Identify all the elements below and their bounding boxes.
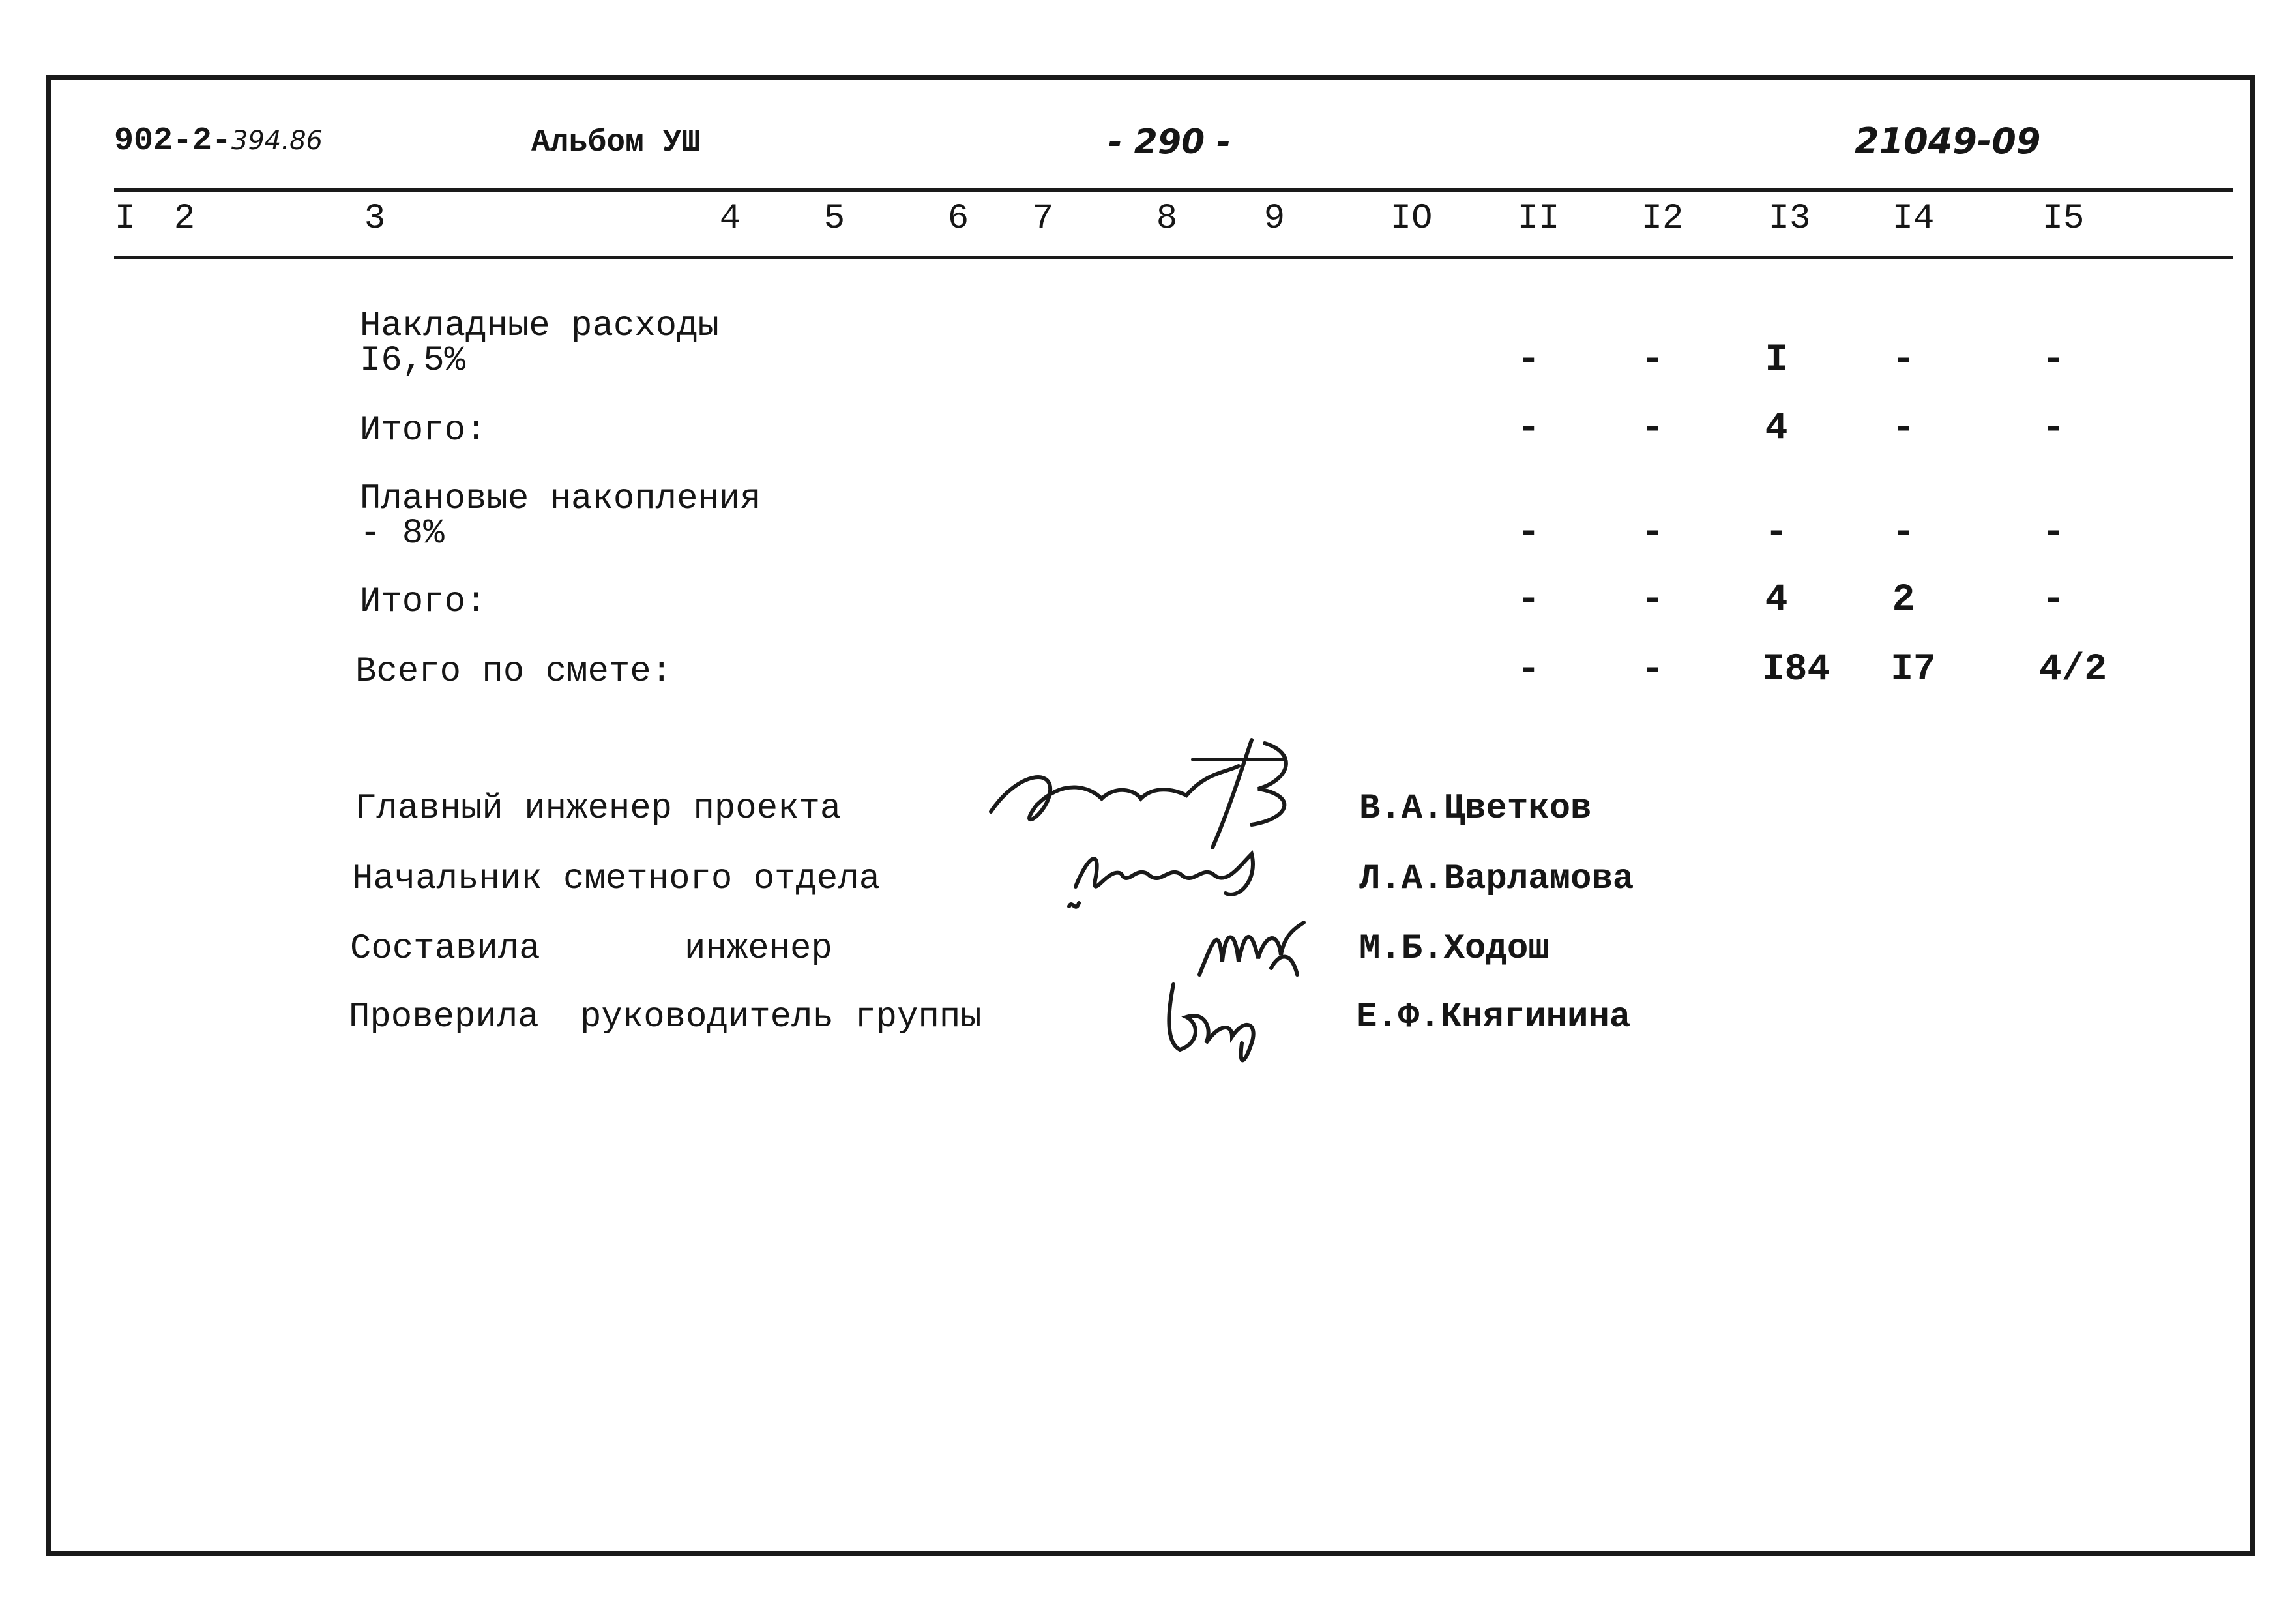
signatory-role: Начальник сметного отдела [352, 859, 881, 899]
cell-col-15: - [2042, 339, 2065, 381]
album-label: Альбом УШ [531, 125, 701, 160]
header-rule-top [114, 188, 2233, 192]
cell-col-15: 4/2 [2038, 649, 2108, 691]
column-number: 3 [364, 199, 386, 239]
column-number: 2 [173, 199, 196, 239]
column-number: IO [1390, 199, 1433, 239]
cell-col-15: - [2042, 407, 2065, 450]
cell-col-13: I84 [1761, 649, 1830, 691]
cell-col-11: - [1517, 339, 1540, 381]
page-number: - 290 - [1108, 123, 1231, 162]
signatory-subrole: руководитель группы [580, 997, 982, 1037]
column-number: 8 [1156, 199, 1178, 239]
column-number: 7 [1032, 199, 1054, 239]
cell-col-11: - [1517, 579, 1540, 621]
cell-col-12: - [1641, 339, 1664, 381]
signatory-name: М.Б.Ходош [1359, 929, 1550, 969]
cell-col-14: - [1892, 339, 1915, 381]
cell-col-12: - [1641, 407, 1664, 450]
column-number: I2 [1641, 199, 1684, 239]
doc-code-suffix: 394.86 [231, 126, 323, 156]
sheet-code: 21049-09 [1855, 121, 2041, 162]
cell-col-13: - [1765, 512, 1788, 554]
cell-col-11: - [1517, 512, 1540, 554]
row-label: Итого: [360, 411, 487, 450]
signatory-subrole: инженер [684, 929, 832, 969]
signatory-role: Составила [350, 929, 540, 969]
column-number: I5 [2042, 199, 2085, 239]
signatory-role: Главный инженер проекта [355, 789, 842, 829]
column-number: 4 [719, 199, 741, 239]
row-label: Всего по смете: [355, 652, 673, 692]
signatory-name: Л.А.Варламова [1359, 859, 1634, 899]
row-label: Итого: [360, 582, 487, 622]
column-number: I [114, 199, 136, 239]
cell-col-13: 4 [1765, 579, 1788, 621]
column-number: 9 [1263, 199, 1286, 239]
signatory-name: Е.Ф.Княгинина [1356, 997, 1631, 1037]
doc-code [114, 123, 323, 160]
signatory-role: Проверила [349, 997, 539, 1037]
cell-col-11: - [1517, 649, 1540, 691]
row-label-detail: - 8% [360, 514, 445, 554]
column-number: 6 [947, 199, 969, 239]
cell-col-12: - [1641, 512, 1664, 554]
signatory-name: В.А.Цветков [1359, 789, 1592, 829]
column-number: I4 [1892, 199, 1935, 239]
cell-col-14: - [1892, 512, 1915, 554]
row-label-detail: I6,5% [360, 341, 466, 381]
cell-col-14: - [1892, 407, 1915, 450]
cell-col-14: 2 [1892, 579, 1915, 621]
cell-col-15: - [2042, 512, 2065, 554]
cell-col-12: - [1641, 649, 1664, 691]
cell-col-13: I [1765, 339, 1788, 381]
row-label: Накладные расходы [360, 306, 719, 346]
doc-code-prefix: 902-2- [114, 123, 232, 160]
cell-col-13: 4 [1765, 407, 1788, 450]
cell-col-12: - [1641, 579, 1664, 621]
header-rule-bottom [114, 256, 2233, 259]
cell-col-11: - [1517, 407, 1540, 450]
column-number: I3 [1768, 199, 1811, 239]
signature-group-leader [1147, 971, 1278, 1069]
row-label: Плановые накопления [360, 479, 761, 519]
cell-col-15: - [2042, 579, 2065, 621]
column-number: 5 [823, 199, 845, 239]
column-number: II [1517, 199, 1560, 239]
cell-col-14: I7 [1890, 649, 1936, 691]
